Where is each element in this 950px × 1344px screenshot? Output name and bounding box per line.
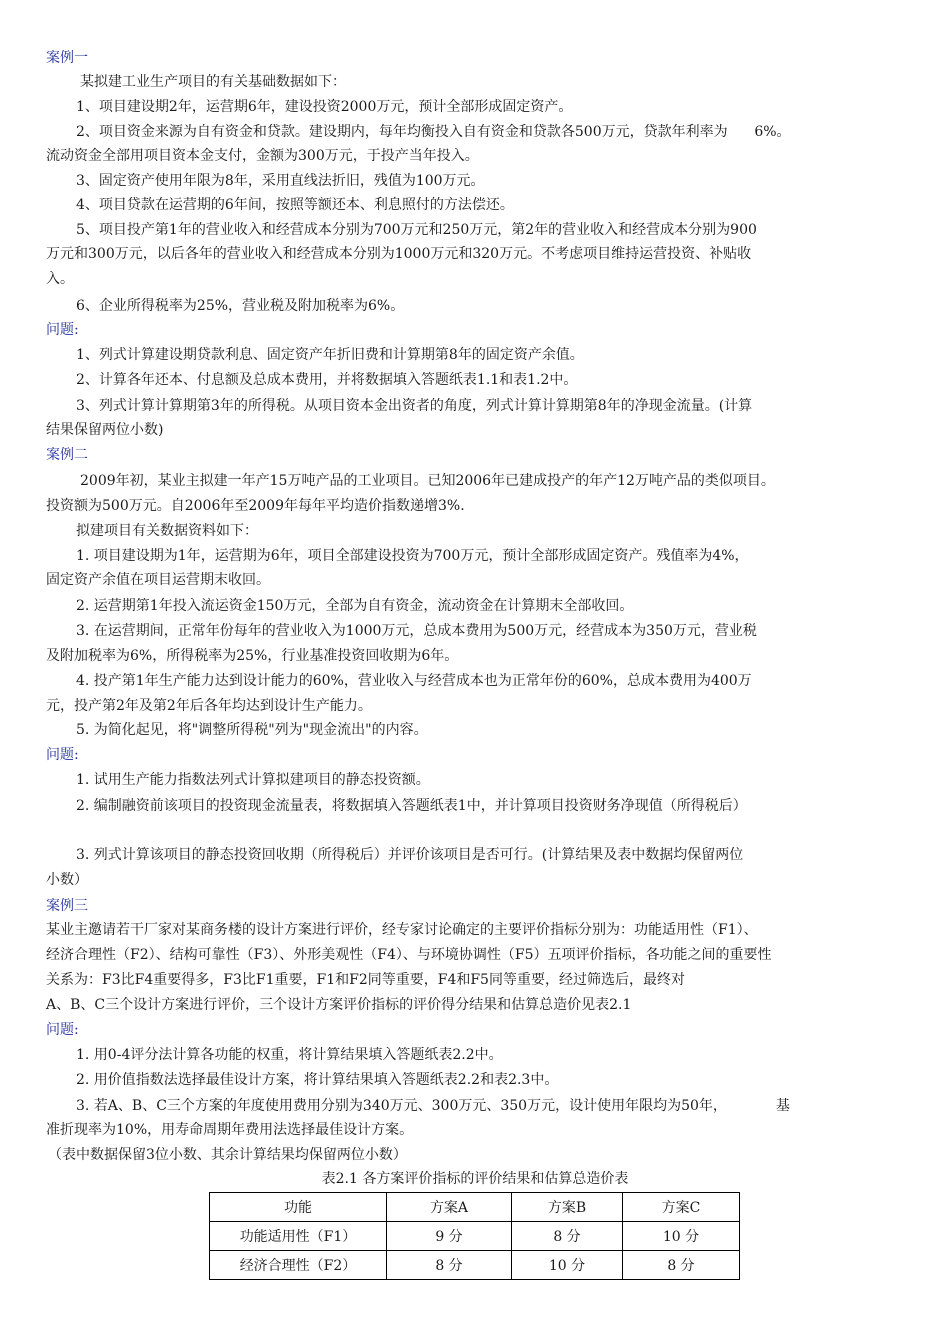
case2-questions-heading: 问题: xyxy=(46,747,79,763)
case1-question: 结果保留两位小数) xyxy=(46,422,164,438)
table-cell: 10 分 xyxy=(512,1251,623,1280)
case1-item: 3、固定资产使用年限为8年，采用直线法折旧，残值为100万元。 xyxy=(76,173,485,189)
case2-item: 固定资产余值在项目运营期末收回。 xyxy=(46,572,270,588)
table-caption: 表2.1 各方案评价指标的评价结果和估算总造价表 xyxy=(321,1171,629,1187)
case1-item: 流动资金全部用项目资本金支付，金额为300万元，于投产当年投入。 xyxy=(46,148,479,164)
table-header-cell: 功能 xyxy=(210,1193,387,1222)
case1-item: 1、项目建设期2年，运营期6年，建设投资2000万元，预计全部形成固定资产。 xyxy=(76,99,573,115)
case1-item: 4、项目贷款在运营期的6年间，按照等额还本、利息照付的方法偿还。 xyxy=(76,197,514,213)
case3-question: 2. 用价值指数法选择最佳设计方案，将计算结果填入答题纸表2.2和表2.3中。 xyxy=(76,1072,559,1088)
case1-item: 入。 xyxy=(46,271,74,287)
case3-intro: 关系为：F3比F4重要得多，F3比F1重要，F1和F2同等重要，F4和F5同等重要，经过筛选后，最终对 xyxy=(46,972,685,988)
case1-questions-heading: 问题: xyxy=(46,322,79,338)
table-cell: 8 分 xyxy=(387,1251,512,1280)
case3-question: （表中数据保留3位小数、其余计算结果均保留两位小数） xyxy=(48,1147,407,1163)
case1-item: 6、企业所得税率为25%，营业税及附加税率为6%。 xyxy=(76,298,405,314)
table-header-cell: 方案B xyxy=(512,1193,623,1222)
case1-item: 5、项目投产第1年的营业收入和经营成本分别为700万元和250万元，第2年的营业收入和经营成本分别为900 xyxy=(76,222,757,238)
case3-questions-heading: 问题: xyxy=(46,1022,79,1038)
table-header-row xyxy=(210,1193,740,1222)
case3-question: 1. 用0-4评分法计算各功能的权重，将计算结果填入答题纸表2.2中。 xyxy=(76,1047,503,1063)
table-cell: 9 分 xyxy=(387,1222,512,1251)
case2-item: 元，投产第2年及第2年后各年均达到设计生产能力。 xyxy=(46,698,372,714)
case1-item: 万元和300万元，以后各年的营业收入和经营成本分别为1000万元和320万元。不考虑项目维持运营投资、补贴收 xyxy=(46,246,752,262)
case2-item: 4. 投产第1年生产能力达到设计能力的60%，营业收入与经营成本也为正常年份的60%，总成本费用为400万 xyxy=(76,673,752,689)
table-header-cell: 方案C xyxy=(623,1193,740,1222)
case3-question: 准折现率为10%，用寿命周期年费用法选择最佳设计方案。 xyxy=(46,1122,414,1138)
case2-item: 及附加税率为6%，所得税率为25%，行业基准投资回收期为6年。 xyxy=(46,648,459,664)
case2-item: 5. 为简化起见，将"调整所得税"列为"现金流出"的内容。 xyxy=(76,722,428,738)
case3-heading: 案例三 xyxy=(46,898,88,914)
case2-intro: 2009年初，某业主拟建一年产15万吨产品的工业项目。已知2006年已建成投产的年产12万吨产品的类似项目。 xyxy=(80,473,775,489)
case3-question: 3. 若A、B、C三个方案的年度使用费用分别为340万元、300万元、350万元，设计使用年限均为50年， 基 xyxy=(76,1098,790,1114)
table-header-cell: 方案A xyxy=(387,1193,512,1222)
table-cell: 经济合理性（F2） xyxy=(210,1251,387,1280)
case2-subheading: 拟建项目有关数据资料如下： xyxy=(76,523,258,539)
case1-heading: 案例一 xyxy=(46,50,88,66)
case2-item: 2. 运营期第1年投入流运资金150万元，全部为自有资金，流动资金在计算期末全部收回。 xyxy=(76,598,634,614)
case3-intro: 某业主邀请若干厂家对某商务楼的设计方案进行评价，经专家讨论确定的主要评价指标分别为：功能适用性（F1）、 xyxy=(46,922,758,938)
case2-heading: 案例二 xyxy=(46,447,88,463)
case2-item: 1. 项目建设期为1年，运营期为6年，项目全部建设投资为700万元，预计全部形成固定资产。残值率为4%， xyxy=(76,548,749,564)
evaluation-table xyxy=(209,1192,740,1280)
table-row xyxy=(210,1222,740,1251)
table-cell: 8 分 xyxy=(512,1222,623,1251)
case1-intro: 某拟建工业生产项目的有关基础数据如下： xyxy=(80,74,346,90)
case2-question: 2. 编制融资前该项目的投资现金流量表，将数据填入答题纸表1中，并计算项目投资财务净现值（所得税后） xyxy=(76,798,747,814)
table-cell: 功能适用性（F1） xyxy=(210,1222,387,1251)
case2-question: 1. 试用生产能力指数法列式计算拟建项目的静态投资额。 xyxy=(76,772,430,788)
table-row xyxy=(210,1251,740,1280)
case2-intro: 投资额为500万元。自2006年至2009年每年平均造价指数递增3%. xyxy=(46,498,465,514)
table-cell: 8 分 xyxy=(623,1251,740,1280)
case1-item: 2、项目资金来源为自有资金和贷款。建设期内，每年均衡投入自有资金和贷款各500万元，贷款年利率为 6%。 xyxy=(76,124,791,140)
table-cell: 10 分 xyxy=(623,1222,740,1251)
case2-question: 3. 列式计算该项目的静态投资回收期（所得税后）并评价该项目是否可行。(计算结果及表中数据均保留两位 xyxy=(76,847,744,863)
case1-question: 2、计算各年还本、付息额及总成本费用，并将数据填入答题纸表1.1和表1.2中。 xyxy=(76,372,578,388)
case1-question: 1、列式计算建设期贷款利息、固定资产年折旧费和计算期第8年的固定资产余值。 xyxy=(76,347,584,363)
case3-intro: 经济合理性（F2）、结构可靠性（F3）、外形美观性（F4）、与环境协调性（F5）五项评价指标，各功能之间的重要性 xyxy=(46,947,772,963)
case2-item: 3. 在运营期间，正常年份每年的营业收入为1000万元，总成本费用为500万元，经营成本为350万元，营业税 xyxy=(76,623,757,639)
case3-intro: A、B、C三个设计方案进行评价，三个设计方案评价指标的评价得分结果和估算总造价见表2.1 xyxy=(46,997,632,1013)
case1-question: 3、列式计算计算期第3年的所得税。从项目资本金出资者的角度，列式计算计算期第8年的净现金流量。(计算 xyxy=(76,398,753,414)
case2-question: 小数） xyxy=(46,872,88,888)
